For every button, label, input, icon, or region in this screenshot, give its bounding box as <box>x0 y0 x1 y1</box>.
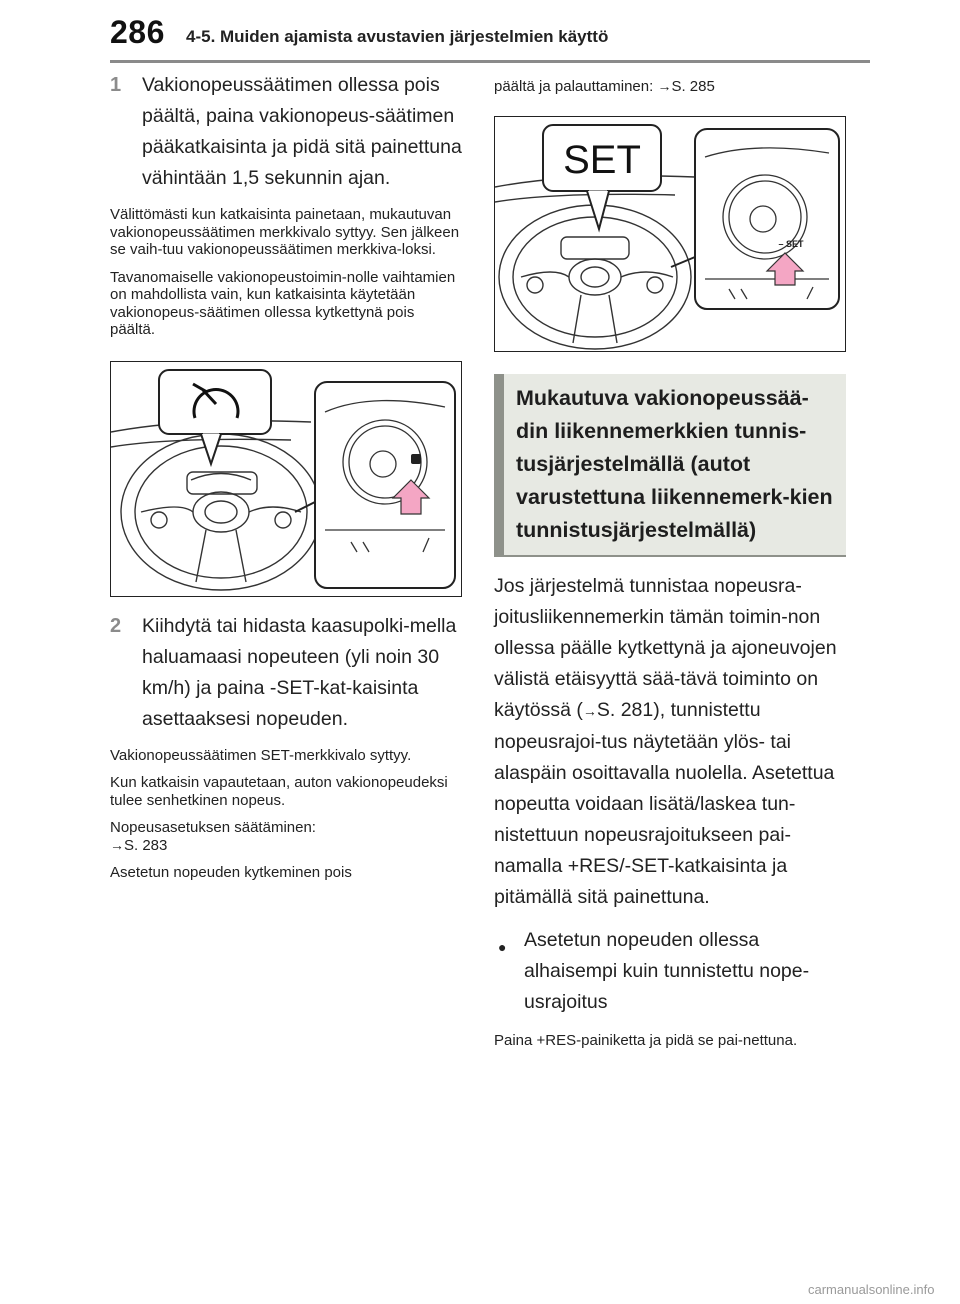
arrow-ref-icon: → <box>582 702 597 719</box>
paragraph-continuation <box>494 78 846 96</box>
steering-wheel-illustration <box>111 362 461 596</box>
paragraph-release: Kun katkaisin vapautetaan, auton vakionopeudeksi tulee senhetkinen nopeus. <box>110 774 448 809</box>
step-2-text: Kiihdytä tai hidasta kaasupolki-mella haluamaasi nopeuteen (yli noin 30 km/h) ja paina -SET-kat-kaisinta asettaaksesi nopeuden. <box>142 614 457 730</box>
bullet-text: Asetetun nopeuden ollessa alhaisempi kuin tunnistettu nope-usrajoitus <box>524 928 810 1013</box>
figure-main-switch <box>110 361 462 597</box>
paragraph-set-light: Vakionopeussäätimen SET-merkkivalo syttyy. <box>110 746 412 764</box>
cruise-main-switch-icon <box>411 454 421 464</box>
header-rule <box>110 60 870 63</box>
step-1-text: Vakionopeussäätimen ollessa pois päältä, paina vakionopeus-säätimen pääkatkaisinta ja pidä sitä painettuna vähintään 1,5 sekunnin ajan. <box>142 74 462 189</box>
set-button-label: – SET <box>778 238 804 249</box>
page-header <box>0 0 960 66</box>
speed-adjust-ref[interactable]: S. 283 <box>124 836 168 854</box>
left-column <box>110 70 462 882</box>
step-1-number: 1 <box>110 74 122 96</box>
paragraph-cancel: Asetetun nopeuden kytkeminen pois <box>110 864 352 881</box>
paragraph-sign-recognition <box>494 571 846 913</box>
arrow-ref-icon: → <box>110 836 124 853</box>
speed-adjust-text: Nopeusasetuksen säätäminen: <box>110 819 316 836</box>
paragraph-indicator-light: Välittömästi kun katkaisinta painetaan, mukautuvan vakionopeussäätimen merkkivalo syttyy. Sen jälkeen se vaih-tuu vakionopeussäätimen merkkiva-loksi. <box>110 206 460 258</box>
sign-recognition-ref[interactable]: S. 281 <box>596 698 654 721</box>
paragraph-press-res: Paina +RES-painiketta ja pidä se pai-nettuna. <box>494 1031 798 1049</box>
steering-wheel-set-illustration <box>495 117 845 351</box>
bullet-lower-speed <box>494 925 846 1018</box>
sign-recognition-text-1: Jos järjestelmä tunnistaa nopeusra-joitusliikennemerkin tämän toimin-non ollessa päälle kytkettynä ja ajoneuvojen välistä etäisyyttä sää-tävä toiminto on käytössä ( <box>494 574 837 721</box>
continuation-ref[interactable]: S. 285 <box>671 78 715 95</box>
paragraph-conventional-cruise: Tavanomaiselle vakionopeustoimin-nolle vaihtamien on mahdollista vain, kun katkaisinta käytetään vakionopeus-säätimen ollessa kytkettynä pois päältä. <box>110 268 456 338</box>
section-title: 4-5. Muiden ajamista avustavien järjestelmien käyttö <box>186 27 609 46</box>
set-label: SET <box>563 137 641 182</box>
figure-set-switch <box>494 116 846 352</box>
step-1 <box>110 70 462 194</box>
arrow-ref-icon: → <box>657 78 672 94</box>
watermark: carmanualsonline.info <box>808 1282 935 1297</box>
step-2 <box>110 611 462 735</box>
right-column <box>494 70 846 1049</box>
paragraph-speed-adjust <box>110 819 462 854</box>
callout-heading: Mukautuva vakionopeussää-din liikennemerkkien tunnis-tusjärjestelmällä (autot varustettuna liikennemerk-kien tunnistusjärjestelmällä) <box>494 374 846 557</box>
sign-recognition-text-2: ), tunnistettu nopeusrajoi-tus näytetään ylös- tai alaspäin osoittavalla nuolella. Asetettua nopeutta voidaan lisätä/laskea tun-nistettuun nopeusrajoitukseen pai-namalla +RES/-SET-katkaisinta ja pitämällä sitä painettuna. <box>494 698 835 908</box>
step-2-number: 2 <box>110 614 122 637</box>
page-number: 286 <box>110 14 165 50</box>
bullet-icon: ● <box>498 938 507 955</box>
continuation-text: päältä ja palauttaminen: <box>494 78 654 95</box>
